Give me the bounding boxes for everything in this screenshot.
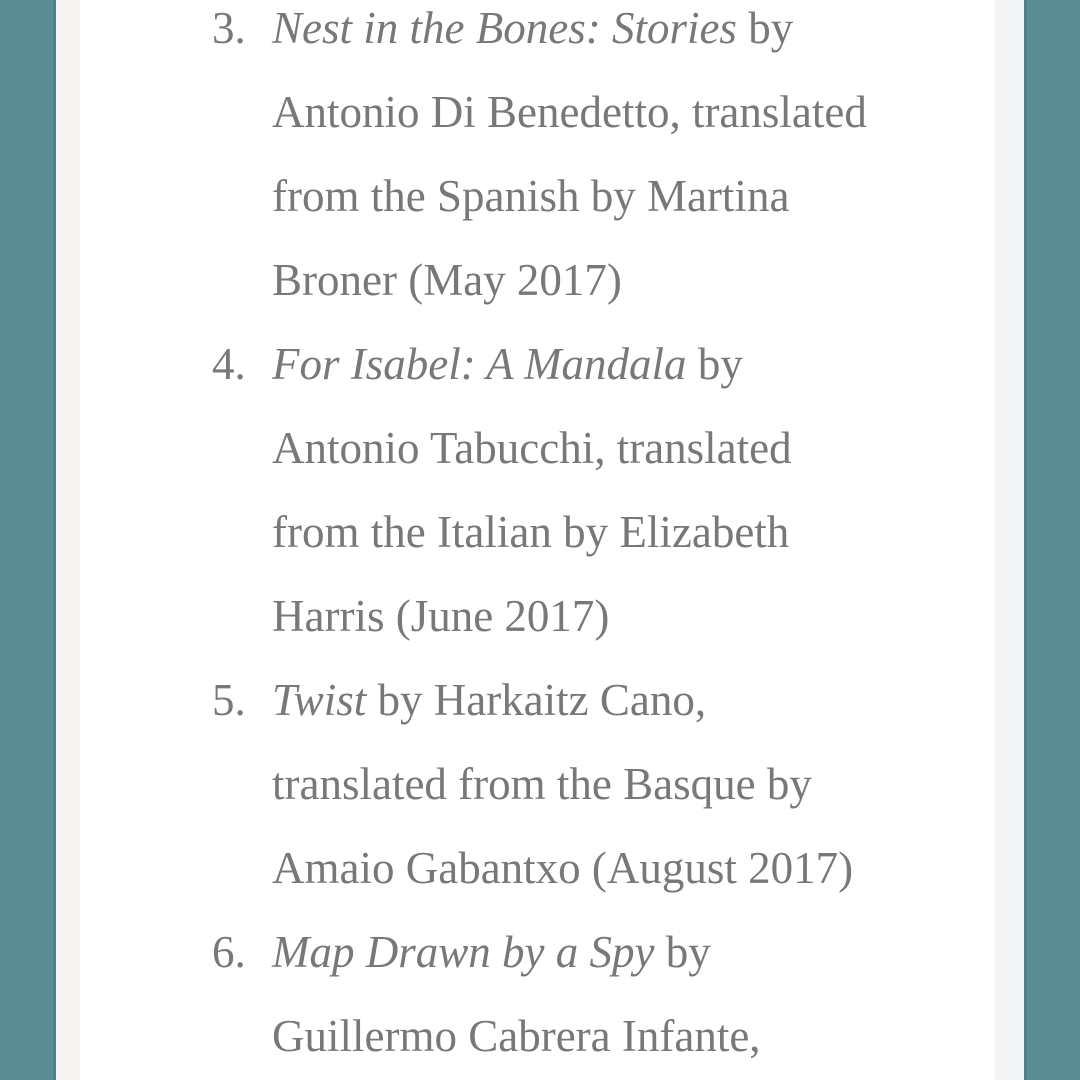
book-line-rest: by — [654, 927, 711, 977]
left-edge-strip — [53, 0, 80, 1080]
left-teal-border — [0, 0, 56, 1080]
list-item-number: 5. — [212, 675, 246, 725]
list-item — [212, 322, 867, 658]
book-line — [212, 322, 867, 406]
book-title: Nest in the Bones: Stories — [272, 3, 737, 53]
book-line — [212, 910, 867, 994]
book-line: from the Spanish by Martina — [272, 171, 790, 221]
book-line: Broner (May 2017) — [272, 255, 622, 305]
list-item-number: 6. — [212, 927, 246, 977]
book-line: translated from the Basque by — [272, 759, 812, 809]
book-line — [212, 658, 867, 742]
book-line: Amaio Gabantxo (August 2017) — [272, 843, 854, 893]
book-title: For Isabel: A Mandala — [272, 339, 687, 389]
content-panel — [53, 0, 1027, 1080]
list-item-number: 4. — [212, 339, 246, 389]
book-title: Twist — [272, 675, 367, 725]
book-line: Antonio Di Benedetto, translated — [272, 87, 867, 137]
book-line: from the Italian by Elizabeth — [272, 507, 790, 557]
book-title: Map Drawn by a Spy — [272, 927, 655, 977]
book-line: Harris (June 2017) — [272, 591, 610, 641]
list-item — [212, 910, 867, 1078]
book-line — [212, 0, 867, 70]
book-line-rest: by Harkaitz Cano, — [366, 675, 707, 725]
book-line: Antonio Tabucchi, translated — [272, 423, 792, 473]
book-list — [212, 0, 867, 1078]
book-line: Guillermo Cabrera Infante, — [272, 1011, 761, 1061]
right-teal-border — [1024, 0, 1080, 1080]
list-item-number: 3. — [212, 3, 246, 53]
right-edge-strip — [995, 0, 1027, 1080]
list-item — [212, 658, 867, 910]
book-line-rest: by — [686, 339, 743, 389]
list-item — [212, 0, 867, 322]
book-line-rest: by — [736, 3, 794, 53]
